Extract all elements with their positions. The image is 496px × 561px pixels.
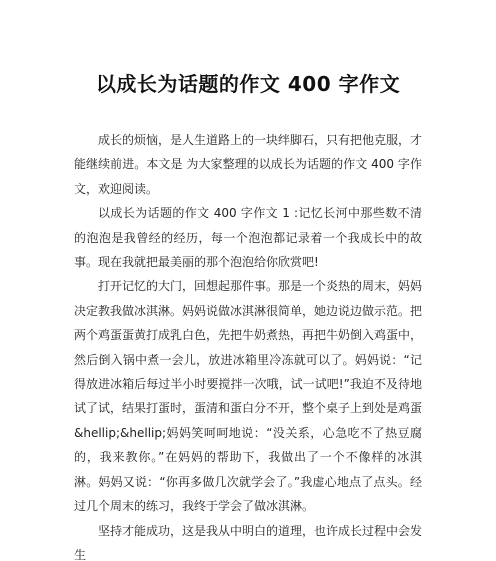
document-body — [74, 128, 422, 561]
paragraph-conclusion: 坚持才能成功，这是我从中明白的道理，也许成长过程中会发生 — [74, 523, 423, 561]
document-title: 以成长为话题的作文 400 字作文 — [95, 72, 401, 96]
paragraph-essay-1-opening: 以成长为话题的作文 400 字作文 1 :记忆长河中那些数不清的泡泡是我曾经的经历，每一个泡泡都记录着一个我成长中的故事。现在我就把最美丽的那个泡泡给你欣赏吧! — [74, 206, 422, 270]
paragraph-intro: 成长的烦恼，是人生道路上的一块绊脚石，只有把他克服，才能继续前进。本文是 为大家整理的以成长为话题的作文 400 字作文，欢迎阅读。 — [74, 133, 423, 196]
paragraph-ice-cream-story: 打开记忆的大门，回想起那件事。那是一个炎热的周末，妈妈决定教我做冰淇淋。妈妈说做冰淇淋很简单，她边说边做示范。把两个鸡蛋蛋黄打成乳白色，先把牛奶煮热，再把牛奶倒入鸡蛋中，然后倒入锅中煮一会儿，放进冰箱里冷冻就可以了。妈妈说：“记得放进冰箱后每过半小时要搅拌一次哦，试一试吧!”我迫不及待地试了试，结果打蛋时，蛋清和蛋白分不开，整个桌子上到处是鸡蛋&hellip;&hellip;妈妈笑呵呵地说：“没关系，心急吃不了热豆腐的，我来教你。”在妈妈的帮助下，我做出了一个不像样的冰淇淋。妈妈又说：“你再多做几次就学会了。”我虚心地点了点头。经过几个周末的练习，我终于学会了做冰淇淋。 — [74, 279, 423, 514]
